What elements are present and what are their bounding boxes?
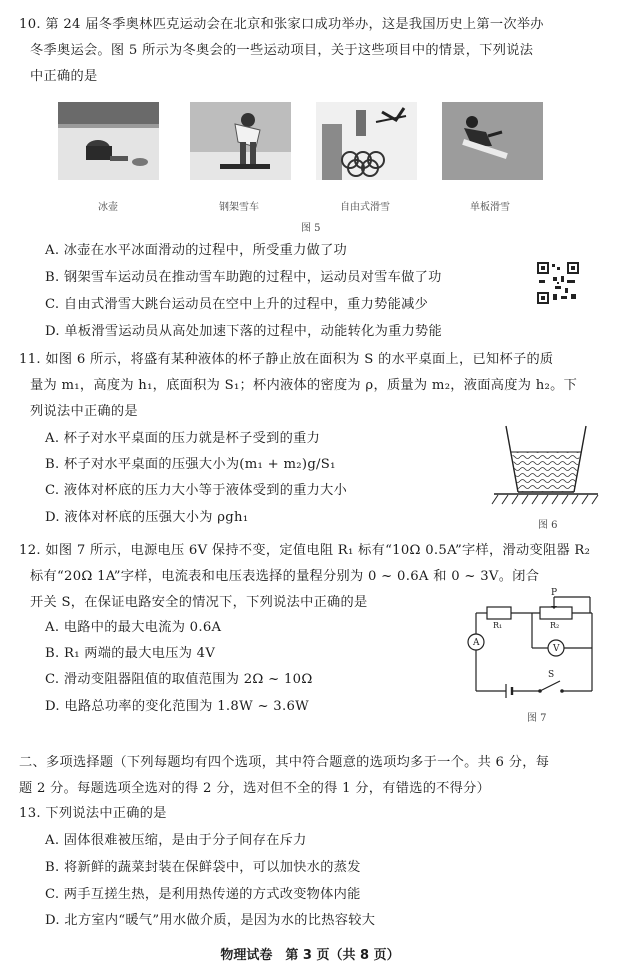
- page-footer: 物理试卷 第 3 页（共 8 页）: [220, 948, 400, 963]
- figure-5-label: 图 5: [301, 223, 321, 234]
- slider-p-label: P: [551, 588, 558, 598]
- r1-label: R₁: [493, 621, 503, 630]
- q12-option-c: C. 滑动变阻器阻值的取值范围为 2Ω ~ 10Ω: [45, 672, 313, 687]
- q13-stem: 13. 下列说法中正确的是: [19, 806, 167, 821]
- skeleton-photo: [190, 102, 291, 180]
- r1-resistor: [487, 607, 511, 619]
- r2-rheostat: [540, 607, 572, 619]
- q11-option-d: D. 液体对杯底的压强大小为 ρgh₁: [45, 510, 249, 525]
- caption-snowboard: 单板滑雪: [470, 202, 510, 213]
- q13-option-c: C. 两手互搓生热，是利用热传递的方式改变物体内能: [45, 887, 361, 902]
- q11-option-b: B. 杯子对水平桌面的压强大小为(m₁ + m₂)g/S₁: [45, 457, 336, 472]
- freestyle-ski-photo: [316, 102, 417, 180]
- section2-heading-line-2: 题 2 分。每题选项全选对的得 2 分，选对但不全的得 1 分，有错选的不得分）: [19, 781, 491, 796]
- q10-stem-line-1: 10. 第 24 届冬季奥林匹克运动会在北京和张家口成功举办，这是我国历史上第一次举办: [19, 17, 544, 32]
- q12-option-a: A. 电路中的最大电流为 0.6A: [45, 620, 222, 635]
- q11-option-c: C. 液体对杯底的压力大小等于液体受到的重力大小: [45, 483, 348, 498]
- figure-7-label: 图 7: [527, 713, 547, 724]
- r2-label: R₂: [550, 621, 560, 630]
- q10-stem-line-2: 冬季奥运会。图 5 所示为冬奥会的一些运动项目，关于这些项目中的情景，下列说法: [30, 43, 534, 58]
- ammeter-label: A: [473, 638, 480, 648]
- q10-option-a: A. 冰壶在水平冰面滑动的过程中，所受重力做了功: [45, 243, 348, 258]
- q10-stem-line-3: 中正确的是: [30, 69, 98, 84]
- q12-option-d: D. 电路总功率的变化范围为 1.8W ~ 3.6W: [45, 699, 310, 714]
- q11-stem-line-1: 11. 如图 6 所示，将盛有某种液体的杯子静止放在面积为 S 的水平桌面上，已知杯子的质: [19, 352, 554, 367]
- figure-6-label: 图 6: [538, 520, 558, 531]
- circuit-diagram: [462, 585, 612, 705]
- q11-stem-line-2: 量为 m₁，高度为 h₁，底面积为 S₁；杯内液体的密度为 ρ，质量为 m₂，液面高度为 h₂。下: [30, 378, 578, 393]
- cup-diagram: [490, 424, 602, 508]
- section2-heading-line-1: 二、多项选择题（下列每题均有四个选项，其中符合题意的选项均多于一个。共 6 分，每: [19, 755, 550, 770]
- qr-code: [537, 262, 579, 304]
- curling-photo: [58, 102, 159, 180]
- q12-stem-line-3: 开关 S，在保证电路安全的情况下，下列说法中正确的是: [30, 595, 368, 610]
- q11-option-a: A. 杯子对水平桌面的压力就是杯子受到的重力: [45, 431, 321, 446]
- q12-option-b: B. R₁ 两端的最大电压为 4V: [45, 646, 216, 661]
- q10-option-d: D. 单板滑雪运动员从高处加速下落的过程中，动能转化为重力势能: [45, 324, 443, 339]
- q13-option-a: A. 固体很难被压缩，是由于分子间存在斥力: [45, 833, 307, 848]
- caption-curling: 冰壶: [98, 202, 118, 213]
- q12-stem-line-2: 标有“20Ω 1A”字样，电流表和电压表选择的量程分别为 0 ~ 0.6A 和 0 ~ 3V。闭合: [30, 569, 540, 584]
- q11-stem-line-3: 列说法中正确的是: [30, 404, 138, 419]
- q13-option-b: B. 将新鲜的蔬菜封装在保鲜袋中，可以加快水的蒸发: [45, 860, 361, 875]
- q10-option-b: B. 钢架雪车运动员在推动雪车助跑的过程中，运动员对雪车做了功: [45, 270, 442, 285]
- snowboard-photo: [442, 102, 543, 180]
- q13-option-d: D. 北方室内“暖气”用水做介质，是因为水的比热容较大: [45, 913, 376, 928]
- q10-option-c: C. 自由式滑雪大跳台运动员在空中上升的过程中，重力势能减少: [45, 297, 429, 312]
- q12-stem-line-1: 12. 如图 7 所示，电源电压 6V 保持不变，定值电阻 R₁ 标有“10Ω 0.5A”字样，滑动变阻器 R₂: [19, 543, 591, 558]
- caption-freestyle: 自由式滑雪: [340, 202, 390, 213]
- switch-label: S: [548, 670, 555, 680]
- voltmeter-label: V: [553, 644, 560, 654]
- caption-skeleton: 钢架雪车: [219, 202, 259, 213]
